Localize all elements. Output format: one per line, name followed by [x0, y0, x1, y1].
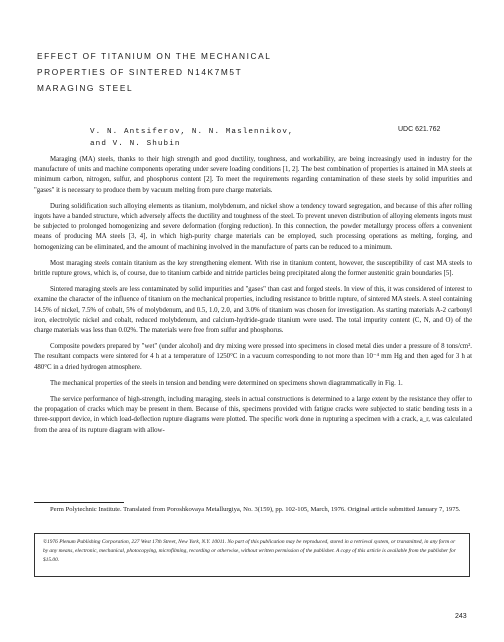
copyright-box: [34, 533, 470, 577]
authors-line: V. N. Antsiferov, N. N. Maslennikov,: [90, 128, 294, 136]
body-paragraph: Composite powders prepared by "wet" (under alcohol) and dry mixing were pressed into specimens in closed metal dies under a pressure of 8 tons/cm². The resultant compacts were sintered for 4 h at a temperature of 1250°C in a vacuum corresponding to not more than 10⁻⁴ mm Hg and then aged for 3 h at 480°C in a dried hydrogen atmosphere.: [34, 343, 472, 371]
body-paragraph: The mechanical properties of the steels in tension and bending were determined on specimens shown diagrammatically in Fig. 1.: [50, 379, 403, 387]
authors-line: and V. N. Shubin: [90, 140, 181, 148]
page-number: 243: [455, 613, 467, 620]
copyright-text: ©1976 Plenum Publishing Corporation, 227 West 17th Street, New York, N.Y. 10011. No part of this publication may be reproduced, stored in a retrieval system, or transmitted, in any form or by any means, electronic, mechanical, photocopying, microfilming, recording or otherwise, without written permission of the publisher. A copy of this article is available from the publisher for $15.00.: [43, 539, 456, 563]
body-paragraph: During solidification such alloying elements as titanium, molybdenum, and nickel show a tendency toward segregation, and because of this after rolling ingots have a banded structure, which adversely affects the ductility and toughness of the steel. To prevent uneven distribution of alloying elements ingots must be subjected to prolonged homogenizing and severe deformation (forging reduction). In this connection, the powder metallurgy process offers a convenient means of producing MA steels [3, 4], in which high-purity charge materials can be employed, such processing operations as melting, forging, and homogenizing can be eliminated, and the amount of machining involved in the manufacture of parts can be reduced to a minimum.: [34, 202, 472, 251]
title-line: EFFECT OF TITANIUM ON THE MECHANICAL: [37, 51, 272, 61]
body-paragraph: Maraging (MA) steels, thanks to their high strength and good ductility, toughness, and workability, are being increasingly used in industry for the manufacture of units and machine components operating under severe loading conditions [1, 2]. The best combination of properties is attained in MA steels at minimum carbon, nitrogen, sulfur, and phosphorus content [2]. To meet the requirements regarding contamination of these steels by solid impurities and "gases" it is necessary to produce them by vacuum melting from pure charge materials.: [34, 156, 472, 194]
body-paragraph: Sintered maraging steels are less contaminated by solid impurities and "gases" than cast and forged steels. In view of this, it was considered of interest to examine the character of the influence of titanium on the mechanical properties, including resistance to brittle rupture, of sintered MA steels. A steel containing 14.5% of nickel, 7.5% of cobalt, 5% of molybdenum, and 0.5, 1.0, 2.0, and 3.0% of titanium was chosen for investigation. As starting materials A-2 carbonyl iron, electrolytic nickel and cobalt, reduced molybdenum, and calcium-hydride-grade titanium were used. The total impurity content (C, N, and O) of the charge materials was less than 0.02%. The materials were free from sulfur and phosphorus.: [34, 286, 472, 335]
udc-code: UDC 621.762: [398, 126, 441, 133]
article-body: [34, 155, 472, 442]
body-paragraph: The service performance of high-strength, including maraging, steels in actual constructions is determined to a large extent by the resistance they offer to the propagation of cracks which may be present in them. Because of this, specimens provided with fatigue cracks were subjected to static bending tests in a three-support device, in which load-deflection rupture diagrams were plotted. The specific work done in rupturing a specimen with a crack, a_r, was calculated from the area of its rupture diagram with allow-: [34, 396, 472, 434]
article-title: [37, 48, 437, 96]
title-line: MARAGING STEEL: [37, 83, 134, 93]
footnote: Perm Polytechnic Institute. Translated from Poroshkovaya Metallurgiya, No. 3(159), pp. 102-105, March, 1976. Original article submitted January 7, 1975.: [50, 506, 461, 513]
title-line: PROPERTIES OF SINTERED N14K7M5T: [37, 67, 243, 77]
footnote-divider: [34, 502, 124, 503]
body-paragraph: Most maraging steels contain titanium as the key strengthening element. With rise in titanium content, however, the susceptibility of cast MA steels to brittle rupture grows, which is, of course, due to titanium carbide and nitride particles being precipitated along the former austenitic grain boundaries [5].: [34, 259, 472, 278]
article-authors: [90, 126, 370, 150]
